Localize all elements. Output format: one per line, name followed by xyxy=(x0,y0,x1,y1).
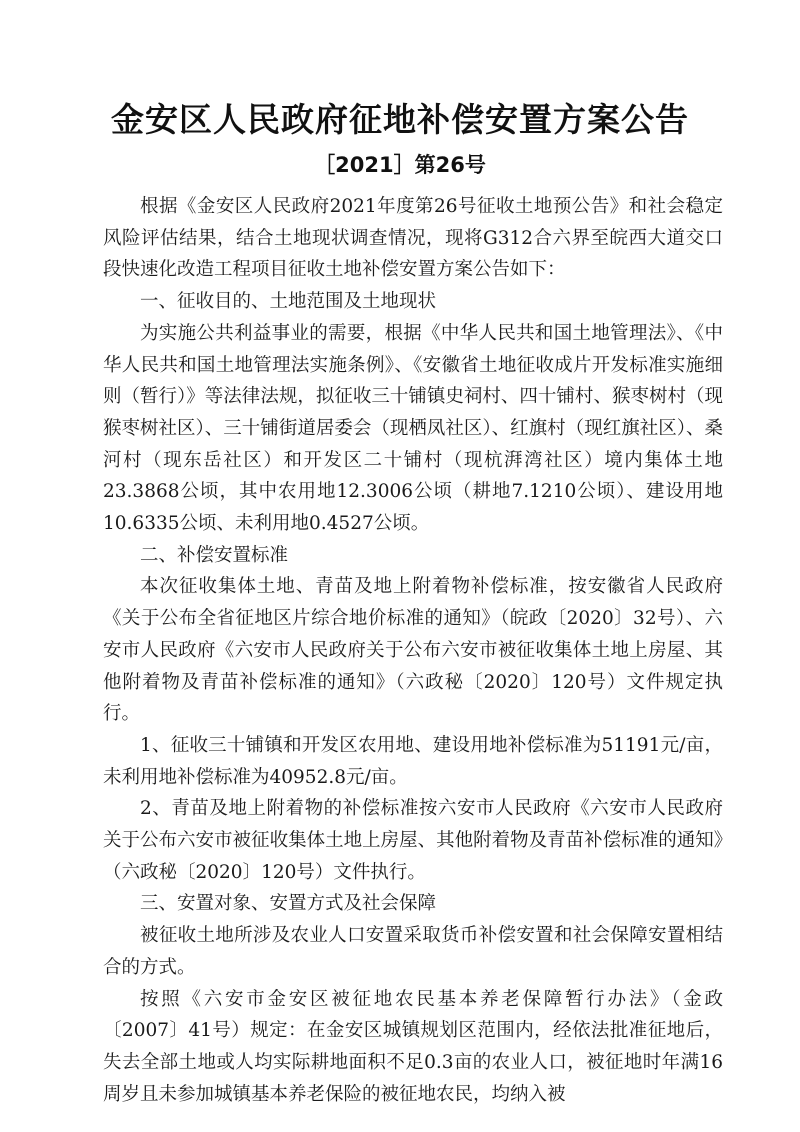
paragraph-pension-rule: 按照《六安市金安区被征地农民基本养老保障暂行办法》（金政〔2007〕41号）规定：在金安区城镇规划区范围内，经依法批准征地后，失去全部土地或人均实际耕地面积不足0.3亩的农业人口，被征地时年满16周岁且未参加城镇基本养老保险的被征地农民，均纳入被 xyxy=(103,988,723,1105)
paragraph-intro: 根据《金安区人民政府2021年度第26号征收土地预公告》和社会稳定风险评估结果，结合土地现状调查情况，现将G312合六界至皖西大道交口段快速化改造工程项目征收土地补偿安置方案公告如下： xyxy=(103,196,723,281)
document-title: 金安区人民政府征地补偿安置方案公告 xyxy=(111,100,689,139)
document-number: ［2021］第26号 xyxy=(314,153,486,177)
document-body xyxy=(103,191,723,1110)
paragraph-compensation-item-2: 2、青苗及地上附着物的补偿标准按六安市人民政府《六安市人民政府关于公布六安市被征收集体土地上房屋、其他附着物及青苗补偿标准的通知》（六政秘〔2020〕120号）文件执行。 xyxy=(103,798,723,883)
paragraph-land-scope: 为实施公共利益事业的需要，根据《中华人民共和国土地管理法》、《中华人民共和国土地管理法实施条例》、《安徽省土地征收成片开发标准实施细则（暂行）》等法律法规，拟征收三十铺镇史祠村、四十铺村、猴枣树村（现猴枣树社区）、三十铺街道居委会（现栖凤社区）、红旗村（现红旗社区）、桑河村（现东岳社区）和开发区二十铺村（现杭湃湾社区）境内集体土地23.3868公顷，其中农用地12.3006公顷（耕地7.1210公顷）、建设用地10.6335公顷、未利用地0.4527公顷。 xyxy=(103,322,723,535)
section-heading-1: 一、征收目的、土地范围及土地现状 xyxy=(140,291,437,313)
paragraph-compensation-item-1: 1、征收三十铺镇和开发区农用地、建设用地补偿标准为51191元/亩，未利用地补偿标准为40952.8元/亩。 xyxy=(103,734,723,788)
section-heading-2: 二、补偿安置标准 xyxy=(140,544,289,566)
paragraph-resettlement-method: 被征收土地所涉及农业人口安置采取货币补偿安置和社会保障安置相结合的方式。 xyxy=(103,925,723,978)
paragraph-compensation-basis: 本次征收集体土地、青苗及地上附着物补偿标准，按安徽省人民政府《关于公布全省征地区片综合地价标准的通知》（皖政〔2020〕32号）、六安市人民政府《六安市人民政府关于公布六安市被征收集体土地上房屋、其他附着物及青苗补偿标准的通知》（六政秘〔2020〕120号）文件规定执行。 xyxy=(103,576,723,725)
section-heading-3: 三、安置对象、安置方式及社会保障 xyxy=(140,893,437,915)
